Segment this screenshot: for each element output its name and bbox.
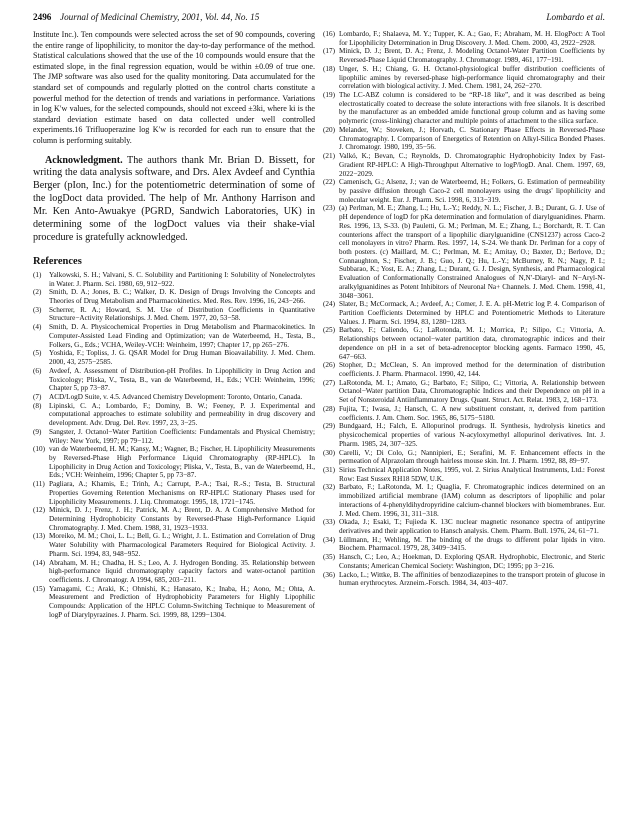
reference-item <box>33 323 315 349</box>
left-column <box>33 30 315 820</box>
reference-number: (34) <box>323 535 335 544</box>
reference-text: Minick, D. J.; Frenz, J. H.; Patrick, M. A.; Brent, D. A. A Comprehensive Method for Determining Hydrophobicity Constants by Reversed-Phase High-Performance Liquid Chromatography. J. Med. Chem. 1988, 31, 1923−1933. <box>49 506 315 532</box>
reference-item <box>33 532 315 558</box>
page-number: 2496 <box>33 12 52 22</box>
reference-number: (31) <box>323 465 335 474</box>
reference-item <box>323 326 605 361</box>
right-column <box>323 30 605 820</box>
reference-item <box>33 559 315 585</box>
reference-number: (12) <box>33 506 45 515</box>
reference-item <box>33 402 315 428</box>
reference-item <box>323 126 605 152</box>
acknowledgment-heading: Acknowledgment. <box>45 154 123 166</box>
reference-number: (9) <box>33 427 42 436</box>
reference-number: (29) <box>323 422 335 431</box>
reference-text: ACD/LogD Suite, v. 4.5. Advanced Chemistry Development: Toronto, Ontario, Canada. <box>49 392 303 401</box>
reference-number: (6) <box>33 366 42 375</box>
reference-item <box>33 393 315 402</box>
reference-text: Melander, W.; Stoveken, J.; Horvath, C. Stationary Phase Effects in Reversed-Phase Chromatography. I. Comparison of Energetics of Retention on Alkyl-Silica Bonded Phases. J. Chromatogr. 1980, 199, 35−56. <box>339 125 605 152</box>
reference-text: Hansch, C.; Leo, A.; Hoekman, D. Exploring QSAR. Hydrophobic, Electronic, and Steric Constants; American Chemical Society: Washington, DC; 1995; pp 3−216. <box>339 553 605 570</box>
reference-item <box>323 47 605 64</box>
reference-item <box>33 585 315 620</box>
reference-text: Lipinski, C. A.; Lombardo, F.; Dominy, B. W.; Feeney, P. J. Experimental and computational approaches to estimate solubility and permeability in drug discovery and development. Adv. Drug. Del. Rev. 1997, 23, 3−25. <box>49 401 315 428</box>
reference-number: (35) <box>323 553 335 562</box>
reference-text: Camenisch, G.; Alsenz, J.; van de Waterbeemd, H.; Folkers, G. Estimation of permeability by passive diffusion through Caco-2 cell monolayers using the drugs' lipophilicity and molecular weight. Eur. J. Pharm. Sci. 1998, 6, 313−319. <box>339 178 605 204</box>
reference-text: Yamagami, C.; Araki, K.; Ohnishi, K.; Hanasato, K.; Inaba, H.; Aono, M.; Ohta, A. Measurement and Prediction of Hydrophobicity Parameters for Highly Lipophilic Compounds: Application of the HPLC Column-Switching Technique to Measurement of logP of Diarylpyrazines. J. Pharm. Sci. 1999, 88, 1299−1304. <box>49 584 315 619</box>
reference-item <box>323 536 605 553</box>
reference-item <box>323 152 605 178</box>
reference-number: (18) <box>323 64 335 73</box>
reference-item <box>323 379 605 405</box>
reference-text: Carelli, V.; Di Colo, G.; Nannipieri, E.; Serafini, M. F. Enhancement effects in the permeation of Alprazolam through hairless mouse skin. Int. J. Pharm. 1992, 88, 89−97. <box>339 448 605 466</box>
reference-text: Fujita, T.; Iwasa, J.; Hansch, C. A new substituent constant, π, derived from partition coefficients. J. Am. Chem. Soc. 1965, 86, 5175−5180. <box>339 404 605 422</box>
reference-number: (14) <box>33 558 45 567</box>
reference-item <box>323 553 605 570</box>
body-paragraph: Institute Inc.). Ten compounds were selected across the set of 90 compounds, covering the entire range of lipophilicity, to monitor the day-to-day performance of the method. Statistical calculations showed that the use of the 10 compounds would ensure that the estimated slope, in the final regression equation, would be within ±0.09 of true one. The JMP software was also used for the quality monitoring. Data accumulated for the standard set of compounds and regularly plotted on the control charts constitute a powerful method for the detection of trends and variations in performance. Variations in log K′w values, for the selected compounds, should not exceed ±3ki, where ki is the standard deviation estimate based on data collected under well controlled experiments.16 Trifluoperazine log K′w is recorded for each run to ensure that the column is performing suitably. <box>33 30 315 145</box>
reference-number: (36) <box>323 570 335 579</box>
reference-text: Smith, D. A.; Jones, B. C.; Walker, D. K. Design of Drugs Involving the Concepts and Theories of Drug Metabolism and Pharmacokinetics. Med. Res. Rev. 1996, 16, 243−266. <box>49 288 315 306</box>
reference-text: Barbato, F.; Caliendo, G.; LaRotonda, M. I.; Morrica, P.; Silipo, C.; Vittoria, A. Relationships between octanol−water partition data, chromatographic indices and their dependence on pH in a set of beta-adrenoceptor blocking agents. Farmaco 1990, 45, 647−663. <box>339 326 605 361</box>
reference-number: (27) <box>323 378 335 387</box>
reference-number: (23) <box>323 204 335 213</box>
reference-number: (8) <box>33 401 42 410</box>
reference-text: Minick, D. J.; Brent, D. A.; Frenz, J. Modeling Octanol-Water Partition Coefficients by Reversed-Phase Liquid Chromatography. J. Chromatogr. 1989, 461, 177−191. <box>339 47 605 65</box>
page-header <box>33 10 605 24</box>
reference-text: Okada, J.; Esaki, T.; Fujieda K. 13C nuclear magnetic resonance spectra of antipyrine derivatives and their application to Hansch analysis. Chem. Pharm. Bull. 1976, 24, 61−71. <box>339 518 605 535</box>
reference-text: Lüllmann, H.; Wehling, M. The binding of the drugs to different polar lipids in vitro. Biochem. Pharmacol. 1979, 28, 3409−3415. <box>339 535 605 553</box>
references-heading: References <box>33 255 82 267</box>
reference-text: Bundgaard, H.; Falch, E. Allopurinol prodrugs. II. Synthesis, hydrolysis kinetics and physicochemical properties of various N-acyloxymethyl allopurinol derivatives. Int. J. Pharm. 1985, 24, 307−325. <box>339 422 605 448</box>
reference-item <box>323 91 605 126</box>
reference-item <box>323 466 605 483</box>
reference-text: Moreiko, M. M.; Choi, L. L.; Bell, G. L.; Wright, J. L. Estimation and Correlation of Drug Water Solubility with Pharmacological Parameters Required for Biological Activity. J. Pharm. Sci. 1994, 83, 948−952. <box>49 532 315 558</box>
reference-number: (3) <box>33 305 42 314</box>
reference-number: (11) <box>33 480 45 489</box>
reference-number: (4) <box>33 323 42 332</box>
running-authors: Lombardo et al. <box>546 12 605 22</box>
reference-item <box>323 65 605 91</box>
reference-text: van de Waterbeemd, H. M.; Kansy, M.; Wagner, B.; Fischer, H. Lipophilicity Measurements by Reversed-Phase High Performance Liquid Chromatography (RP-HPLC). In Lipophilicity in Drug Action and Toxicology; Pliska, V., Testa, B., van de Waterbeemd, H., Eds.; VCH: Weinheim, 1996; Chapter 5, pp 73−87. <box>49 445 315 480</box>
reference-item <box>323 204 605 300</box>
reference-item <box>323 422 605 448</box>
reference-item <box>33 367 315 393</box>
reference-item <box>323 30 605 47</box>
reference-item <box>33 271 315 288</box>
reference-number: (13) <box>33 532 45 541</box>
reference-text: Scherrer, R. A.; Howard, S. M. Use of Distribution Coefficients in Quantitative Structure−Activity Relationships. J. Med. Chem. 1977, 20, 53−58. <box>49 305 315 323</box>
reference-item <box>323 483 605 518</box>
reference-number: (7) <box>33 392 42 401</box>
reference-text: Sirius Technical Application Notes, 1995, vol. 2. Sirius Analytical Instruments, Ltd.: Forest Row: East Sussex RH18 5DW, U.K. <box>339 465 605 483</box>
reference-number: (21) <box>323 152 335 161</box>
reference-text: Smith, D. A. Physicochemical Properties in Drug Metabolism and Pharmacokinetics. In Computer-Assisted Lead Finding and Optimization; van de Waterbeemd, H., Testa, B., Folkers, G., Eds.; VCHA, Weiley-VCH: Weinheim, 1997; Chapter 17, pp 265−276. <box>49 323 315 349</box>
reference-number: (24) <box>323 300 335 309</box>
reference-text: (a) Perlman, M. E.; Zhang, L.; Hu, L.-Y.; Reddy, N. L.; Fischer, J. B.; Durant, G. J. Use of pH dependence of logD for pKa determination and formulation of diarylguanidines. Pharm. Res. 1996, 13, S-33. (b) Pauletti, G. M.; Perlman, M. E.; Zhang, L.; Borchardt, R. T. Can counterions affect the transport of a lipophilic diarylguanidine (CNS1237) across Caco-2 cell monolayers in vitro? Pharm. Res. 1997, 14, S-24. We thank Dr. Perlman for a copy of both posters. (c) Maillard, M. C.; Perlman, M. E.; Amitay, O.; Baxter, D.; Berlove, D.; Connaughton, S.; Fischer, J. B.; Guo, J. Q.; Hu, L.-Y.; McBurney, R. N.; Nagy, P. I.; Subbarao, K.; Yost, E. A.; Zhang, L.; Durant, G. J. Design, Synthesis, and Pharmacological Evaluation of Conformationally Constrained Analogues of N,N′-Diaryl- and N−Aryl-N-aralkylguanidines as Potent Inhibitors of Neuronal Na+ Channels. J. Med. Chem. 1998, 41, 3048−3061. <box>339 204 605 300</box>
reference-item <box>323 449 605 466</box>
acknowledgment <box>33 155 315 245</box>
reference-text: Yoshida, F.; Topliss, J. G. QSAR Model for Drug Human Bioavailability. J. Med. Chem. 2000, 43, 2575−2585. <box>49 349 315 367</box>
reference-list-right <box>323 30 605 588</box>
reference-text: Yalkowski, S. H.; Valvani, S. C. Solubility and Partitioning I: Solubility of Nonelectrolytes in Water. J. Pharm. Sci. 1980, 69, 912−922. <box>49 270 315 288</box>
reference-item <box>33 428 315 445</box>
reference-item <box>33 480 315 506</box>
reference-item <box>323 178 605 204</box>
reference-text: Valkó, K.; Bevan, C.; Reynolds, D. Chromatographic Hydrophobicity Index by Fast-Gradient RP-HPLC: A High-Throughput Alternative to logP/logD. Anal. Chem. 1997, 69, 2022−2029. <box>339 152 605 178</box>
reference-item <box>323 518 605 535</box>
reference-text: Slater, B.; McCormack, A.; Avdeef, A.; Comer, J. E. A. pH-Metric log P. 4. Comparison of Partition Coefficients Determined by HPLC and Potentiometric Methods to Literature Values. J. Pharm. Sci. 1994, 83, 1280−1283. <box>339 300 605 326</box>
reference-item <box>323 361 605 378</box>
acknowledgment-text: The authors thank Mr. Brian D. Bissett, for writing the data analysis software, and Drs. Alex Avdeef and Cynthia Berger (pIon, Inc.) for the potentiometric determination of some of the logDoct data provided. The help of Mr. Anthony Harrison and Mr. Ken Anto-Awuakye (PGRD, Sandwich Laboratories, UK) in determining some of the logDoct values via their shake-vial procedure is gratefully acknowledged. <box>33 154 315 243</box>
reference-text: Unger, S. H.; Chiang, G. H. Octanol-physiological buffer distribution coefficients of lipophilic amines by reversed-phase high-performance liquid chromatography and their correlation with biological activity. J. Med. Chem. 1981, 24, 262−270. <box>339 64 605 91</box>
reference-item <box>33 306 315 323</box>
reference-number: (17) <box>323 47 335 56</box>
reference-text: Barbato, F.; LaRotonda, M. I.; Quaglia, F. Chromatographic indices determined on an immobilized artificial membrane (IAM) column as descriptors of lipophilic and polar interactions of 4-phenyldihydropyridine calcium-channel blockers with biomembranes. Eur. J. Med. Chem. 1996, 31, 311−318. <box>339 483 605 518</box>
reference-item <box>323 300 605 326</box>
reference-list-left <box>33 271 315 620</box>
reference-item <box>33 349 315 366</box>
reference-text: Pagliara, A.; Khamis, E.; Trinh, A.; Carrupt, P.-A.; Tsai, R.-S.; Testa, B. Structural Properties Governing Retention Mechanisms on RP-HPLC Stationary Phases used for Lipophilicity Measurements. J. Liq. Chromatogr. 1995, 18, 1721−1745. <box>49 480 315 506</box>
reference-text: Stopher, D.; McClean, S. An improved method for the determination of distribution coefficients. J. Pharm. Pharmacol. 1990, 42, 144. <box>339 361 605 379</box>
reference-number: (33) <box>323 518 335 527</box>
reference-item <box>33 288 315 305</box>
reference-text: Lacko, L.; Wittke, B. The affinities of benzodiazepines to the transport protein of glucose in human erythrocytes. Arzneim.-Forsch. 1984, 34, 403−407. <box>339 570 605 588</box>
reference-text: Sangster, J. Octanol−Water Partition Coefficients: Fundamentals and Physical Chemistry; Wiley: New York, 1997; pp 79−112. <box>49 427 315 445</box>
reference-item <box>323 571 605 588</box>
reference-item <box>323 405 605 422</box>
reference-number: (20) <box>323 125 335 134</box>
reference-number: (30) <box>323 448 335 457</box>
reference-number: (19) <box>323 91 335 100</box>
reference-number: (5) <box>33 349 42 358</box>
reference-item <box>33 445 315 480</box>
reference-text: The LC-ABZ column is considered to be “RP-18 like”, and it was described as being electrostatically coated to decrease the solute interactions with free silanols. It is described by the manufacturer as an embedded amide functional group column and as having some polymeric (cross-linking) character and multiple points of attachment to the silica surface. <box>339 91 605 126</box>
reference-number: (1) <box>33 270 42 279</box>
reference-number: (15) <box>33 584 45 593</box>
reference-number: (25) <box>323 326 335 335</box>
reference-number: (16) <box>323 30 335 38</box>
reference-item <box>33 506 315 532</box>
journal-citation: Journal of Medicinal Chemistry, 2001, Vol. 44, No. 15 <box>60 12 260 22</box>
reference-text: LaRotonda, M. I.; Amato, G.; Barbato, F.; Silipo, C.; Vittoria, A. Relationship between Octanol−Water partition Data, Chromatographic Indices and their Dependence on pH in a Set of Nonsteroidal Antiinflammatory Drugs. Quant. Struct. Act. Relat. 1983, 2, 168−173. <box>339 378 605 405</box>
reference-number: (26) <box>323 361 335 370</box>
reference-number: (22) <box>323 178 335 187</box>
reference-number: (32) <box>323 483 335 492</box>
reference-text: Lombardo, F.; Shalaeva, M. Y.; Tupper, K. A.; Gao, F.; Abraham, M. H. ElogPoct: A Tool for Lipophilicity Determination in Drug Discovery. J. Med. Chem. 2000, 43, 2922−2928. <box>339 30 605 47</box>
reference-number: (28) <box>323 404 335 413</box>
reference-number: (10) <box>33 445 45 454</box>
reference-number: (2) <box>33 288 42 297</box>
reference-text: Abraham, M. H.; Chadha, H. S.; Leo, A. J. Hydrogen Bonding. 35. Relationship between high-performance liquid chromatography capacity factors and water-octanol partition coefficients. J. Chromatogr. A 1994, 685, 203−211. <box>49 558 315 585</box>
reference-text: Avdeef, A. Assessment of Distribution-pH Profiles. In Lipophilicity in Drug Action and Toxicology; Pliska, V., Testa, B., van de Waterbeemd, H., Eds.; VCH: Weinheim, 1996; Chapter 5, pp 73−87. <box>49 366 315 393</box>
